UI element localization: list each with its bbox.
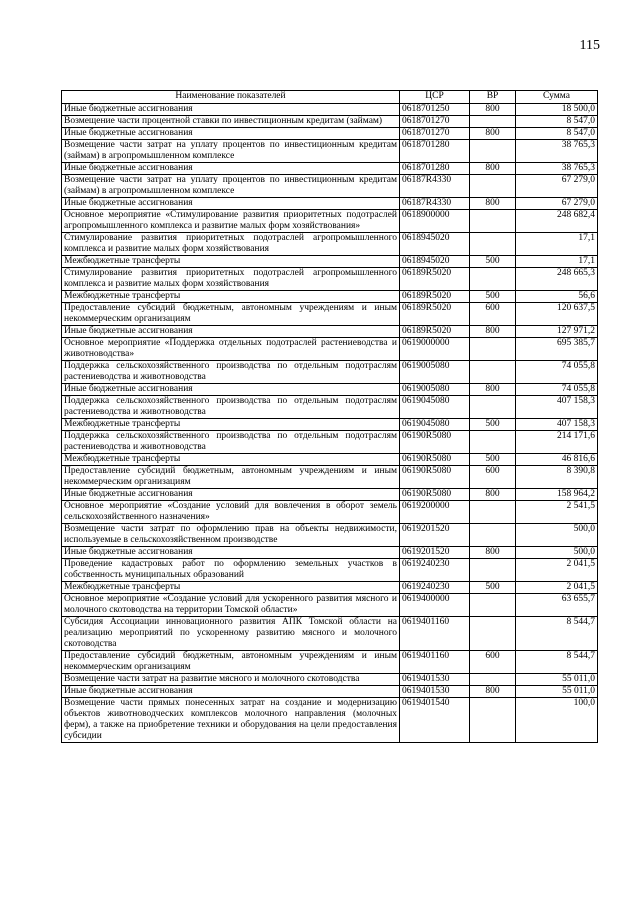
cell-sum: 214 171,6	[516, 431, 598, 454]
cell-sum: 120 637,5	[516, 303, 598, 326]
cell-csr: 0619401530	[400, 686, 470, 698]
cell-sum: 46 816,6	[516, 454, 598, 466]
cell-csr: 06190R5080	[400, 454, 470, 466]
table-row	[62, 617, 598, 651]
cell-vr	[470, 268, 516, 291]
table-row	[62, 175, 598, 198]
table-row	[62, 674, 598, 686]
cell-vr	[470, 140, 516, 163]
cell-name: Возмещение части затрат по оформлению прав на объекты недвижимости, используемые в сельскохозяйственном производстве	[62, 524, 400, 547]
table-row	[62, 163, 598, 175]
header-csr: ЦСР	[400, 91, 470, 104]
cell-name: Иные бюджетные ассигнования	[62, 104, 400, 116]
cell-name: Проведение кадастровых работ по оформлению земельных участков в собственность муниципальных образований	[62, 559, 400, 582]
cell-name: Возмещение части процентной ставки по инвестиционным кредитам (займам)	[62, 116, 400, 128]
cell-sum: 74 055,8	[516, 361, 598, 384]
cell-vr	[470, 698, 516, 743]
cell-sum: 695 385,7	[516, 338, 598, 361]
cell-sum: 407 158,3	[516, 419, 598, 431]
cell-vr	[470, 674, 516, 686]
table-row	[62, 104, 598, 116]
cell-name: Иные бюджетные ассигнования	[62, 198, 400, 210]
cell-vr: 500	[470, 419, 516, 431]
cell-vr: 500	[470, 256, 516, 268]
page-number: 115	[579, 38, 600, 53]
cell-name: Иные бюджетные ассигнования	[62, 128, 400, 140]
cell-csr: 06187R4330	[400, 198, 470, 210]
table-row	[62, 698, 598, 743]
cell-vr: 800	[470, 547, 516, 559]
table-row	[62, 256, 598, 268]
cell-name: Иные бюджетные ассигнования	[62, 489, 400, 501]
cell-csr: 0618701280	[400, 163, 470, 175]
cell-sum: 18 500,0	[516, 104, 598, 116]
cell-csr: 0619201520	[400, 524, 470, 547]
cell-name: Предоставление субсидий бюджетным, автономным учреждениям и иным некоммерческим организациям	[62, 303, 400, 326]
table-row	[62, 582, 598, 594]
cell-csr: 06189R5020	[400, 268, 470, 291]
cell-name: Возмещение части затрат на развитие мясного и молочного скотоводства	[62, 674, 400, 686]
cell-csr: 06189R5020	[400, 326, 470, 338]
cell-vr	[470, 338, 516, 361]
table-row	[62, 233, 598, 256]
table-row	[62, 303, 598, 326]
table-row	[62, 454, 598, 466]
cell-vr: 800	[470, 384, 516, 396]
cell-vr: 800	[470, 198, 516, 210]
cell-sum: 500,0	[516, 547, 598, 559]
cell-csr: 0619045080	[400, 419, 470, 431]
header-name: Наименование показателей	[62, 91, 400, 104]
cell-name: Поддержка сельскохозяйственного производства по отдельным подотраслям растениеводства и животноводства	[62, 361, 400, 384]
cell-sum: 127 971,2	[516, 326, 598, 338]
cell-csr: 06190R5080	[400, 489, 470, 501]
table-row	[62, 547, 598, 559]
cell-vr	[470, 594, 516, 617]
cell-vr: 800	[470, 326, 516, 338]
cell-vr	[470, 175, 516, 198]
cell-csr: 0619000000	[400, 338, 470, 361]
cell-name: Межбюджетные трансферты	[62, 256, 400, 268]
cell-sum: 248 682,4	[516, 210, 598, 233]
cell-csr: 0619401540	[400, 698, 470, 743]
cell-sum: 8 547,0	[516, 116, 598, 128]
cell-csr: 0618701250	[400, 104, 470, 116]
cell-sum: 248 665,3	[516, 268, 598, 291]
cell-csr: 0619400000	[400, 594, 470, 617]
cell-csr: 0619005080	[400, 384, 470, 396]
cell-sum: 67 279,0	[516, 198, 598, 210]
cell-name: Возмещение части прямых понесенных затрат на создание и модернизацию объектов животноводческих комплексов молочного направления (молочных ферм), а также на приобретение техники и оборудования на цели предоставления субсидии	[62, 698, 400, 743]
cell-csr: 0619401160	[400, 617, 470, 651]
cell-name: Стимулирование развития приоритетных подотраслей агропромышленного комплекса и развитие малых форм хозяйствования	[62, 233, 400, 256]
cell-name: Поддержка сельскохозяйственного производства по отдельным подотраслям растениеводства и животноводства	[62, 431, 400, 454]
cell-csr: 06187R4330	[400, 175, 470, 198]
cell-vr	[470, 501, 516, 524]
cell-vr: 800	[470, 163, 516, 175]
table-row	[62, 291, 598, 303]
cell-csr: 0618701280	[400, 140, 470, 163]
table-row	[62, 396, 598, 419]
cell-vr	[470, 361, 516, 384]
cell-csr: 0618900000	[400, 210, 470, 233]
table-row	[62, 466, 598, 489]
table-row	[62, 384, 598, 396]
cell-csr: 0619045080	[400, 396, 470, 419]
table-row	[62, 210, 598, 233]
cell-vr: 800	[470, 104, 516, 116]
cell-name: Предоставление субсидий бюджетным, автономным учреждениям и иным некоммерческим организациям	[62, 466, 400, 489]
cell-csr: 0618945020	[400, 256, 470, 268]
table-row	[62, 116, 598, 128]
cell-name: Стимулирование развития приоритетных подотраслей агропромышленного комплекса и развитие малых форм хозяйствования	[62, 268, 400, 291]
cell-vr: 500	[470, 291, 516, 303]
table-row	[62, 559, 598, 582]
cell-csr: 0618701270	[400, 116, 470, 128]
cell-sum: 8 547,0	[516, 128, 598, 140]
cell-sum: 55 011,0	[516, 686, 598, 698]
cell-sum: 17,1	[516, 233, 598, 256]
cell-sum: 17,1	[516, 256, 598, 268]
cell-csr: 0619401530	[400, 674, 470, 686]
table-row	[62, 431, 598, 454]
cell-sum: 2 041,5	[516, 559, 598, 582]
cell-sum: 55 011,0	[516, 674, 598, 686]
cell-name: Основное мероприятие «Создание условий для ускоренного развития мясного и молочного скотоводства на территории Томской области»	[62, 594, 400, 617]
table-row	[62, 198, 598, 210]
cell-sum: 8 390,8	[516, 466, 598, 489]
cell-vr	[470, 396, 516, 419]
cell-vr: 600	[470, 651, 516, 674]
cell-sum: 8 544,7	[516, 617, 598, 651]
header-sum: Сумма	[516, 91, 598, 104]
cell-sum: 100,0	[516, 698, 598, 743]
cell-vr	[470, 116, 516, 128]
cell-csr: 0619401160	[400, 651, 470, 674]
cell-sum: 67 279,0	[516, 175, 598, 198]
cell-csr: 06190R5080	[400, 466, 470, 489]
cell-sum: 2 541,5	[516, 501, 598, 524]
table-row	[62, 419, 598, 431]
cell-name: Субсидия Ассоциации инновационного развития АПК Томской области на реализацию мероприятий по ускоренному развитию мясного и молочного скотоводства	[62, 617, 400, 651]
cell-name: Предоставление субсидий бюджетным, автономным учреждениям и иным некоммерческим организациям	[62, 651, 400, 674]
cell-sum: 63 655,7	[516, 594, 598, 617]
cell-csr: 0619005080	[400, 361, 470, 384]
table-row	[62, 594, 598, 617]
cell-name: Иные бюджетные ассигнования	[62, 384, 400, 396]
cell-csr: 06189R5020	[400, 291, 470, 303]
table-row	[62, 651, 598, 674]
cell-name: Основное мероприятие «Поддержка отдельных подотраслей растениеводства и животноводства»	[62, 338, 400, 361]
cell-vr	[470, 617, 516, 651]
table-row	[62, 686, 598, 698]
table-header-row	[62, 91, 598, 104]
cell-sum: 407 158,3	[516, 396, 598, 419]
cell-csr: 0619240230	[400, 582, 470, 594]
budget-table	[61, 90, 598, 743]
cell-vr: 500	[470, 582, 516, 594]
cell-name: Межбюджетные трансферты	[62, 582, 400, 594]
cell-sum: 2 041,5	[516, 582, 598, 594]
cell-vr	[470, 431, 516, 454]
cell-sum: 500,0	[516, 524, 598, 547]
cell-name: Иные бюджетные ассигнования	[62, 686, 400, 698]
cell-name: Иные бюджетные ассигнования	[62, 163, 400, 175]
cell-vr: 800	[470, 128, 516, 140]
table-row	[62, 501, 598, 524]
cell-csr: 0619201520	[400, 547, 470, 559]
cell-sum: 56,6	[516, 291, 598, 303]
table-row	[62, 338, 598, 361]
cell-name: Межбюджетные трансферты	[62, 419, 400, 431]
cell-vr: 600	[470, 303, 516, 326]
cell-vr	[470, 559, 516, 582]
cell-name: Иные бюджетные ассигнования	[62, 326, 400, 338]
cell-name: Межбюджетные трансферты	[62, 454, 400, 466]
table-row	[62, 524, 598, 547]
cell-csr: 0619240230	[400, 559, 470, 582]
cell-sum: 74 055,8	[516, 384, 598, 396]
header-vr: ВР	[470, 91, 516, 104]
cell-sum: 8 544,7	[516, 651, 598, 674]
table-row	[62, 140, 598, 163]
cell-csr: 0618701270	[400, 128, 470, 140]
cell-vr: 500	[470, 454, 516, 466]
cell-vr	[470, 210, 516, 233]
cell-csr: 0619200000	[400, 501, 470, 524]
cell-vr: 800	[470, 489, 516, 501]
cell-csr: 06190R5080	[400, 431, 470, 454]
table-row	[62, 361, 598, 384]
table-row	[62, 326, 598, 338]
cell-sum: 38 765,3	[516, 140, 598, 163]
table-row	[62, 128, 598, 140]
table-row	[62, 489, 598, 501]
cell-name: Возмещение части затрат на уплату процентов по инвестиционным кредитам (займам) в агропромышленном комплексе	[62, 140, 400, 163]
cell-sum: 38 765,3	[516, 163, 598, 175]
cell-name: Межбюджетные трансферты	[62, 291, 400, 303]
cell-name: Возмещение части затрат на уплату процентов по инвестиционным кредитам (займам) в агропромышленном комплексе	[62, 175, 400, 198]
cell-name: Основное мероприятие «Стимулирование развития приоритетных подотраслей агропромышленного комплекса и развитие малых форм хозяйствования»	[62, 210, 400, 233]
cell-vr	[470, 524, 516, 547]
cell-vr: 800	[470, 686, 516, 698]
table-row	[62, 268, 598, 291]
cell-csr: 0618945020	[400, 233, 470, 256]
cell-vr	[470, 233, 516, 256]
cell-name: Поддержка сельскохозяйственного производства по отдельным подотраслям растениеводства и животноводства	[62, 396, 400, 419]
cell-sum: 158 964,2	[516, 489, 598, 501]
cell-name: Основное мероприятие «Создание условий для вовлечения в оборот земель сельскохозяйственного назначения»	[62, 501, 400, 524]
cell-name: Иные бюджетные ассигнования	[62, 547, 400, 559]
cell-vr: 600	[470, 466, 516, 489]
cell-csr: 06189R5020	[400, 303, 470, 326]
